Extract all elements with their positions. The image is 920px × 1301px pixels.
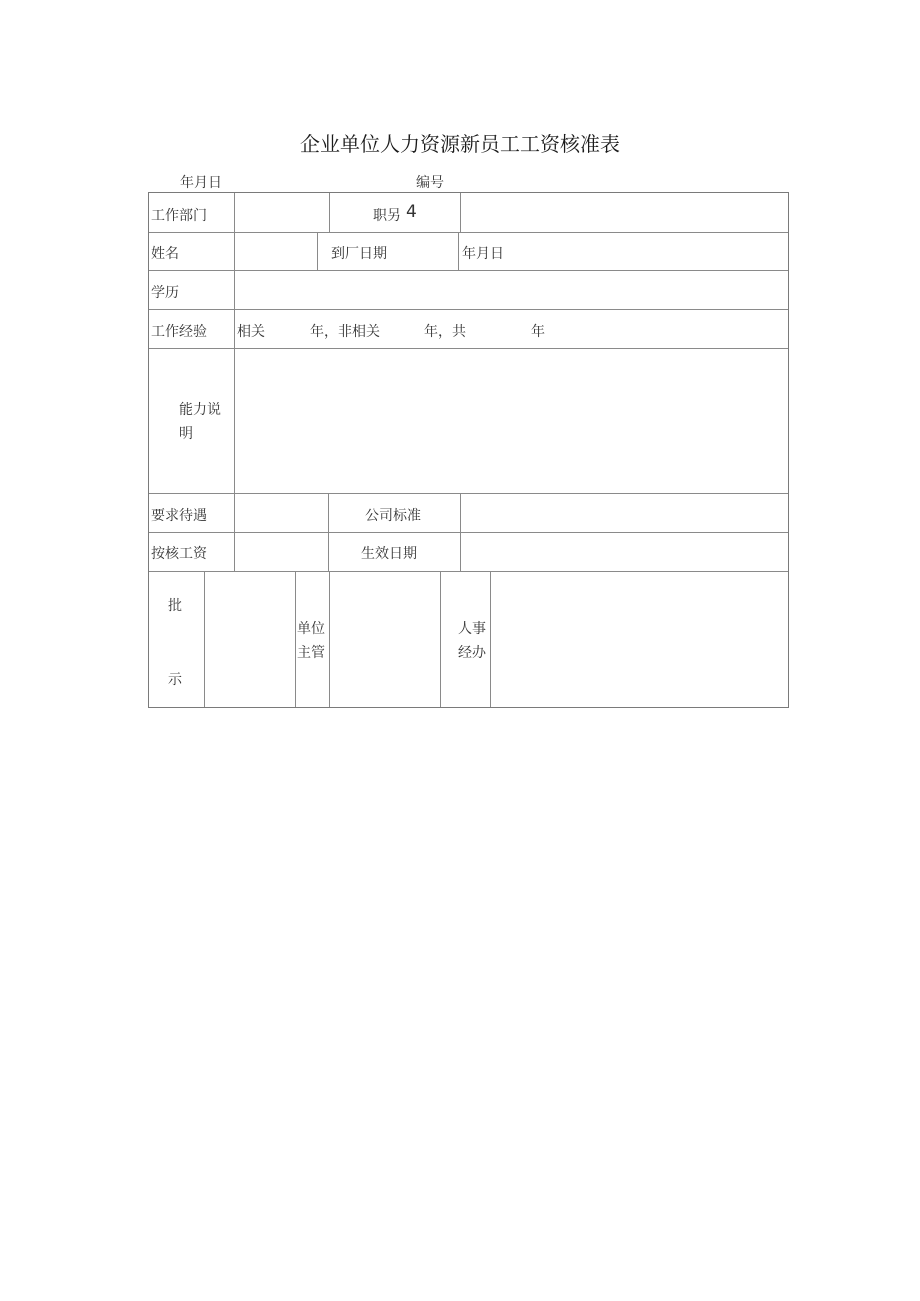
approve-label: 批 <box>168 598 182 614</box>
column-divider <box>460 493 461 571</box>
experience-year-unit: 年 <box>531 324 545 340</box>
education-label: 学历 <box>151 285 179 301</box>
ability-label <box>179 398 221 446</box>
name-label: 姓名 <box>151 246 179 262</box>
hr-handler-label-line: 经办 <box>458 645 486 661</box>
hr-handler-label-line: 人事 <box>458 621 486 637</box>
column-divider <box>460 193 461 232</box>
row-divider <box>149 493 788 494</box>
column-divider <box>328 493 329 571</box>
approve-label: 示 <box>168 672 182 688</box>
join-date-value: 年月日 <box>462 246 504 262</box>
ability-label-line: 明 <box>179 426 193 442</box>
column-divider <box>317 232 318 270</box>
column-divider <box>329 571 330 707</box>
column-divider <box>440 571 441 707</box>
hr-handler-label <box>458 617 486 665</box>
experience-label: 工作经验 <box>151 324 207 340</box>
column-divider <box>458 232 459 270</box>
column-divider <box>490 571 491 707</box>
column-divider <box>329 193 330 232</box>
date-label: 年月日 <box>180 175 222 191</box>
form-title: 企业单位人力资源新员工工资核准表 <box>300 132 620 156</box>
unit-manager-label <box>297 617 325 665</box>
ability-label-line: 能力说 <box>179 402 221 418</box>
column-divider <box>204 571 205 707</box>
effective-date-label: 生效日期 <box>361 546 417 562</box>
wage-approval-table <box>148 192 789 708</box>
experience-related: 相关 <box>237 324 265 340</box>
experience-unrelated: 年，非相关 <box>310 324 380 340</box>
serial-number-label: 编号 <box>416 175 444 191</box>
row-divider <box>149 309 788 310</box>
unit-manager-label-line: 主管 <box>297 645 325 661</box>
row-divider <box>149 571 788 572</box>
row-divider <box>149 270 788 271</box>
experience-total: 年，共 <box>424 324 466 340</box>
position-label: 职另 <box>373 208 401 224</box>
row-divider <box>149 348 788 349</box>
department-label: 工作部门 <box>151 208 207 224</box>
column-divider <box>295 571 296 707</box>
unit-manager-label-line: 单位 <box>297 621 325 637</box>
join-date-label: 到厂日期 <box>331 246 387 262</box>
row-divider <box>149 232 788 233</box>
company-standard-label: 公司标准 <box>365 508 421 524</box>
row-divider <box>149 532 788 533</box>
approved-pay-label: 按核工资 <box>151 546 207 562</box>
column-divider <box>234 193 235 571</box>
expected-pay-label: 要求待遇 <box>151 508 207 524</box>
position-value: 4 <box>406 202 417 222</box>
